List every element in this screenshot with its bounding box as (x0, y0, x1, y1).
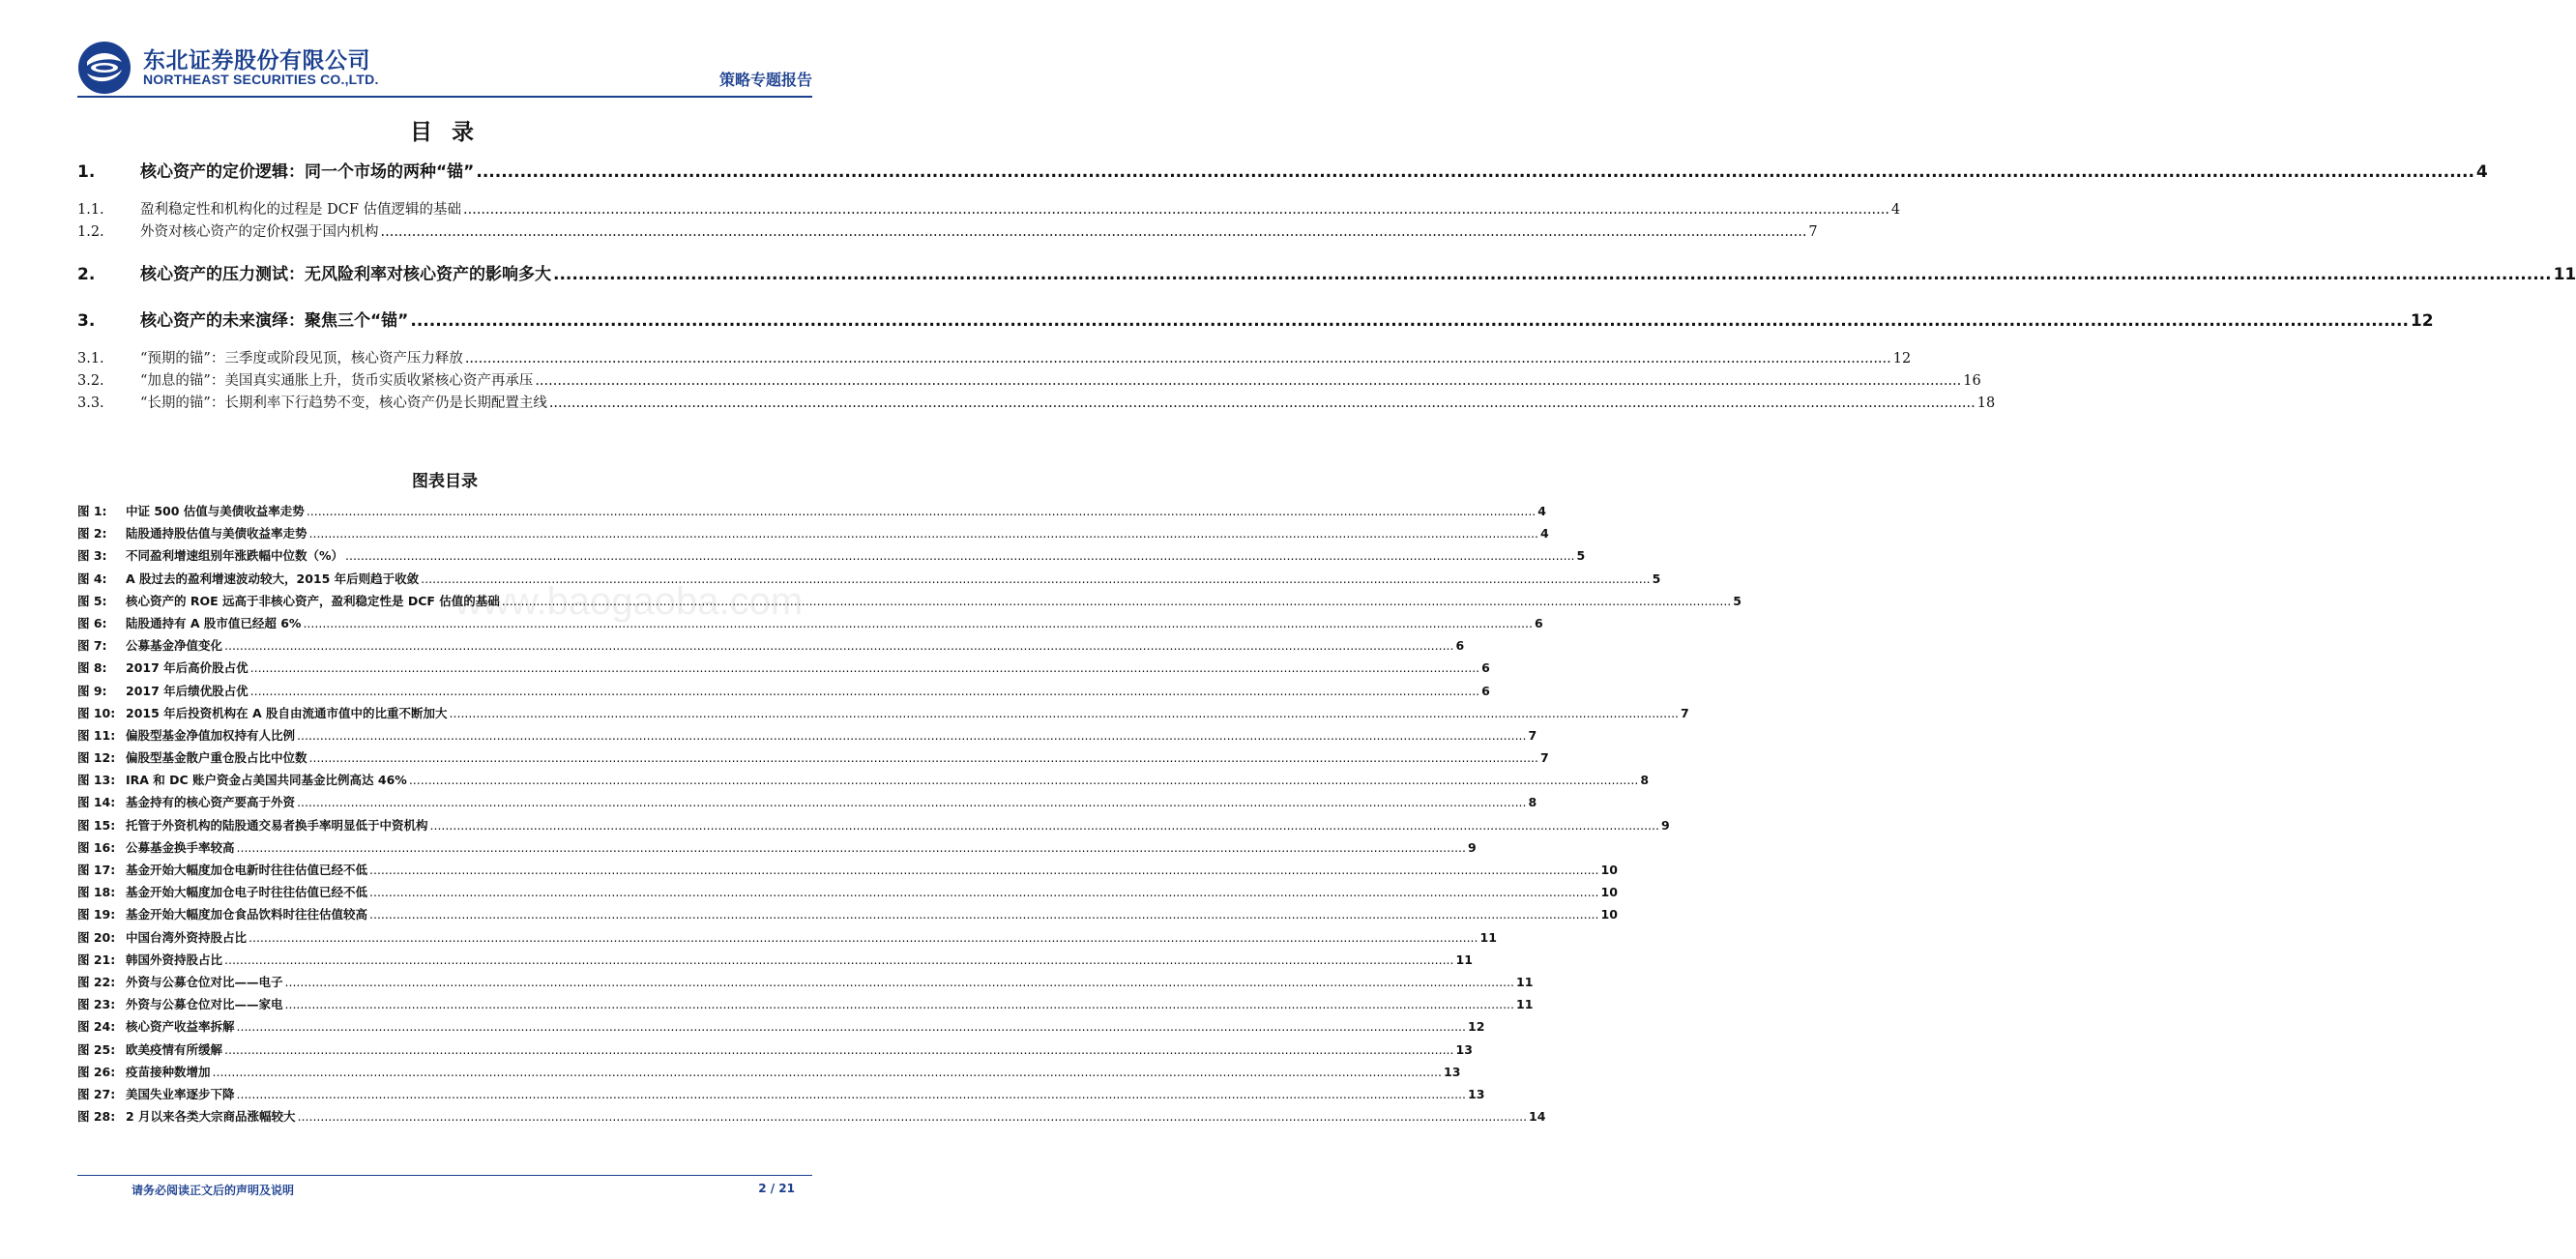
figure-caption: 陆股通持有 A 股市值已经超 6% (126, 615, 302, 630)
toc-section-title: 核心资产的定价逻辑：同一个市场的两种“锚” (140, 162, 475, 182)
figure-page-number: 10 (1600, 863, 1618, 877)
footer-page-indicator: 2 / 21 (758, 1182, 795, 1195)
figure-number: 图 6: (77, 615, 107, 630)
figure-number: 图 14: (77, 795, 116, 810)
figure-page-number: 13 (1444, 1064, 1461, 1079)
figure-list-item[interactable] (77, 905, 1618, 927)
figure-page-number: 6 (1534, 615, 1543, 630)
figure-caption: 中国台湾外资持股占比 (126, 929, 248, 945)
toc-subsection-title: 外资对核心资产的定价权强于国内机构 (140, 224, 379, 240)
figure-number: 图 13: (77, 773, 116, 788)
figure-page-number: 11 (1516, 997, 1534, 1012)
figure-leader-dots (250, 684, 1479, 698)
figure-leader-dots (297, 795, 1526, 809)
figure-number: 图 25: (77, 1041, 116, 1057)
figure-leader-dots (224, 638, 1453, 653)
footer-disclaimer: 请务必阅读正文后的声明及说明 (132, 1184, 295, 1197)
toc-subsection-3-2[interactable] (77, 369, 1981, 392)
toc-page-number: 4 (2475, 162, 2488, 182)
figure-list-item[interactable] (77, 636, 1465, 659)
page-header (77, 39, 812, 93)
figure-page-number: 13 (1468, 1086, 1485, 1101)
figure-list-item[interactable] (77, 592, 1742, 614)
toc-section-number: 2. (77, 265, 96, 284)
report-type: 策略专题报告 (718, 71, 812, 89)
toc-section-1[interactable] (77, 158, 2488, 187)
toc-section-title: 核心资产的未来演绎：聚焦三个“锚” (140, 311, 409, 331)
figure-page-number: 6 (1481, 683, 1490, 698)
toc-leader-dots (463, 202, 1889, 218)
figure-number: 图 12: (77, 750, 116, 766)
figure-list-item[interactable] (77, 570, 1661, 592)
figure-number: 图 15: (77, 817, 116, 833)
figure-list-item[interactable] (77, 793, 1537, 815)
toc-page-number: 4 (1890, 202, 1901, 218)
figure-number: 图 9: (77, 683, 107, 698)
figure-leader-dots (369, 907, 1598, 922)
figure-page-number: 7 (1528, 727, 1537, 743)
toc-page-number: 11 (2553, 265, 2576, 284)
figure-leader-dots (285, 997, 1514, 1011)
figure-caption: 美国失业率逐步下降 (126, 1086, 235, 1101)
figure-leader-dots (345, 548, 1574, 563)
figure-list-item[interactable] (77, 614, 1543, 636)
figure-number: 图 28: (77, 1109, 116, 1125)
figure-leader-dots (502, 594, 1731, 608)
watermark: www.baogaoba.com (454, 580, 804, 623)
figure-number: 图 8: (77, 660, 107, 676)
figure-list-item[interactable] (77, 682, 1490, 704)
figure-list-item[interactable] (77, 1017, 1485, 1039)
figure-list-item[interactable] (77, 1040, 1473, 1063)
figure-page-number: 11 (1479, 929, 1497, 945)
table-of-contents (77, 158, 2576, 414)
figure-leader-dots (224, 1042, 1453, 1057)
figure-leader-dots (307, 504, 1536, 518)
figure-page-number: 11 (1516, 974, 1534, 989)
figure-number: 图 5: (77, 593, 107, 608)
figure-list-item[interactable] (77, 771, 1650, 793)
figure-caption: 中证 500 估值与美债收益率走势 (126, 504, 305, 518)
figure-caption: 韩国外资持股占比 (126, 952, 223, 967)
figure-leader-dots (224, 952, 1453, 967)
figure-page-number: 13 (1455, 1041, 1473, 1057)
figure-list-item[interactable] (77, 546, 1586, 569)
toc-leader-dots (381, 224, 1807, 240)
figure-caption: 2017 年后高价股占优 (126, 660, 249, 676)
figure-leader-dots (298, 1109, 1527, 1124)
figure-list-item[interactable] (77, 659, 1490, 681)
figure-page-number: 10 (1600, 907, 1618, 922)
figure-caption: 欧美疫情有所缓解 (126, 1041, 223, 1057)
company-logo-icon (77, 41, 132, 95)
figure-number: 图 17: (77, 863, 116, 877)
figure-page-number: 7 (1540, 750, 1549, 766)
figure-leader-dots (285, 975, 1514, 989)
figure-number: 图 18: (77, 885, 116, 900)
toc-section-3[interactable] (77, 307, 2434, 336)
figure-list-item[interactable] (77, 861, 1618, 883)
toc-subsection-1-1[interactable] (77, 198, 1901, 220)
toc-page-number: 18 (1976, 395, 1996, 411)
figure-page-number: 9 (1661, 817, 1670, 833)
figure-page-number: 5 (1733, 593, 1742, 608)
toc-leader-dots (410, 311, 2409, 331)
figure-list-item[interactable] (77, 883, 1618, 905)
figure-leader-dots (309, 750, 1538, 765)
figure-caption: 基金持有的核心资产要高于外资 (126, 795, 296, 810)
figure-list-item[interactable] (77, 748, 1549, 771)
figure-page-number: 11 (1455, 952, 1473, 967)
figure-leader-dots (369, 885, 1598, 899)
figure-list-item[interactable] (77, 1085, 1485, 1107)
figure-number: 图 19: (77, 907, 116, 922)
figure-caption: 公募基金换手率较高 (126, 839, 235, 855)
figure-leader-dots (430, 818, 1659, 833)
figure-caption: 核心资产的 ROE 远高于非核心资产，盈利稳定性是 DCF 估值的基础 (126, 593, 500, 608)
figure-list (77, 502, 1742, 1129)
figure-caption: 核心资产收益率拆解 (126, 1019, 235, 1035)
figure-number: 图 11: (77, 727, 116, 743)
toc-section-2[interactable] (77, 260, 2576, 289)
toc-subsection-3-3[interactable] (77, 392, 1996, 414)
figure-page-number: 9 (1468, 839, 1477, 855)
toc-page-number: 12 (2410, 311, 2434, 331)
figure-caption: 外资与公募仓位对比——家电 (126, 997, 283, 1012)
figure-number: 图 2: (77, 526, 107, 542)
figure-page-number: 6 (1455, 638, 1465, 654)
toc-page-number: 7 (1808, 224, 1818, 240)
figure-page-number: 12 (1468, 1019, 1485, 1035)
figure-list-item[interactable] (77, 524, 1549, 546)
figure-caption: 偏股型基金净值加权持有人比例 (126, 727, 296, 743)
toc-leader-dots (465, 351, 1891, 366)
toc-subsection-title: 盈利稳定性和机构化的过程是 DCF 估值逻辑的基础 (140, 202, 461, 218)
toc-subsection-number: 1.1. (77, 202, 104, 218)
figure-number: 图 3: (77, 548, 107, 564)
figure-number: 图 22: (77, 974, 116, 989)
figure-caption: 2 月以来各类大宗商品涨幅较大 (126, 1109, 296, 1125)
figure-caption: 疫苗接种数增加 (126, 1064, 211, 1079)
figure-number: 图 24: (77, 1019, 116, 1035)
toc-section-number: 3. (77, 311, 96, 331)
toc-leader-dots (549, 395, 1976, 411)
toc-subsection-title: “预期的锚”：三季度或阶段见顶，核心资产压力释放 (140, 351, 463, 366)
figure-number: 图 23: (77, 997, 116, 1012)
figure-caption: 2017 年后绩优股占优 (126, 683, 249, 698)
header-divider (77, 96, 812, 98)
toc-subsection-title: “长期的锚”：长期利率下行趋势不变，核心资产仍是长期配置主线 (140, 395, 547, 411)
toc-leader-dots (476, 162, 2474, 182)
toc-subsection-1-2[interactable] (77, 220, 1818, 243)
toc-leader-dots (553, 265, 2552, 284)
figure-caption: 2015 年后投资机构在 A 股自由流通市值中的比重不断加大 (126, 705, 448, 720)
figure-caption: 基金开始大幅度加仓食品饮料时往往估值较高 (126, 907, 368, 922)
toc-page-number: 12 (1892, 351, 1912, 366)
figure-caption: 陆股通持股估值与美债收益率走势 (126, 526, 307, 542)
figure-list-item[interactable] (77, 704, 1689, 726)
figure-list-item[interactable] (77, 726, 1537, 748)
figure-list-item[interactable] (77, 502, 1546, 524)
figure-leader-dots (237, 840, 1466, 855)
figure-leader-dots (409, 773, 1638, 787)
toc-subsection-number: 1.2. (77, 224, 104, 240)
figure-page-number: 10 (1600, 885, 1618, 900)
figure-page-number: 5 (1652, 571, 1661, 586)
figure-caption: 外资与公募仓位对比——电子 (126, 974, 283, 989)
toc-subsection-3-1[interactable] (77, 347, 1912, 369)
figure-caption: IRA 和 DC 账户资金占美国共同基金比例高达 46% (126, 773, 407, 788)
figure-leader-dots (309, 526, 1538, 541)
figure-caption: 托管于外资机构的陆股通交易者换手率明显低于中资机构 (126, 817, 428, 833)
figure-number: 图 21: (77, 952, 116, 967)
figure-leader-dots (249, 930, 1478, 945)
figure-list-item[interactable] (77, 1107, 1546, 1129)
company-name-en: NORTHEAST SECURITIES CO.,LTD. (143, 72, 379, 87)
figure-page-number: 4 (1540, 526, 1549, 542)
figure-caption: 基金开始大幅度加仓电子时往往估值已经不低 (126, 885, 368, 900)
figure-page-number: 8 (1640, 773, 1650, 788)
toc-title: 目 录 (409, 120, 480, 145)
figure-list-item[interactable] (77, 951, 1473, 973)
figure-number: 图 4: (77, 571, 107, 586)
figure-list-item[interactable] (77, 973, 1534, 995)
figure-leader-dots (237, 1019, 1466, 1034)
figure-leader-dots (450, 706, 1679, 720)
figure-page-number: 7 (1681, 705, 1689, 720)
figure-caption: 不同盈利增速组别年涨跌幅中位数（%） (126, 548, 344, 564)
toc-subsection-number: 3.1. (77, 351, 104, 366)
figure-page-number: 8 (1528, 795, 1537, 810)
figure-leader-dots (369, 863, 1598, 877)
figure-leader-dots (297, 728, 1526, 743)
figure-leader-dots (303, 616, 1532, 630)
toc-subsection-number: 3.3. (77, 395, 104, 411)
toc-leader-dots (535, 373, 1961, 389)
footer-divider (77, 1175, 812, 1176)
figure-number: 图 10: (77, 705, 116, 720)
figure-list-item[interactable] (77, 928, 1497, 951)
figure-list-item[interactable] (77, 1063, 1461, 1085)
figure-page-number: 6 (1481, 660, 1490, 676)
figure-list-item[interactable] (77, 838, 1477, 861)
figure-caption: A 股过去的盈利增速波动较大，2015 年后则趋于收敛 (126, 571, 420, 586)
figure-leader-dots (237, 1087, 1466, 1101)
figure-leader-dots (250, 660, 1479, 675)
figure-caption: 公募基金净值变化 (126, 638, 223, 654)
figure-number: 图 16: (77, 839, 116, 855)
figure-list-title: 图表目录 (412, 472, 478, 491)
figure-leader-dots (421, 571, 1650, 586)
figure-list-item[interactable] (77, 995, 1534, 1017)
figure-page-number: 14 (1529, 1109, 1546, 1125)
figure-number: 图 1: (77, 504, 107, 518)
figure-page-number: 5 (1576, 548, 1586, 564)
figure-number: 图 27: (77, 1086, 116, 1101)
figure-caption: 偏股型基金散户重仓股占比中位数 (126, 750, 307, 766)
toc-section-title: 核心资产的压力测试：无风险利率对核心资产的影响多大 (140, 265, 551, 284)
toc-subsection-number: 3.2. (77, 373, 104, 389)
figure-page-number: 4 (1537, 504, 1546, 518)
figure-list-item[interactable] (77, 816, 1670, 838)
figure-leader-dots (213, 1065, 1442, 1079)
toc-page-number: 16 (1963, 373, 1981, 389)
figure-number: 图 20: (77, 929, 116, 945)
toc-section-number: 1. (77, 162, 96, 182)
figure-number: 图 26: (77, 1064, 116, 1079)
company-name-cn: 东北证券股份有限公司 (143, 48, 370, 73)
toc-subsection-title: “加息的锚”：美国真实通胀上升，货币实质收紧核心资产再承压 (140, 373, 534, 389)
figure-number: 图 7: (77, 638, 107, 654)
figure-caption: 基金开始大幅度加仓电新时往往估值已经不低 (126, 863, 368, 877)
